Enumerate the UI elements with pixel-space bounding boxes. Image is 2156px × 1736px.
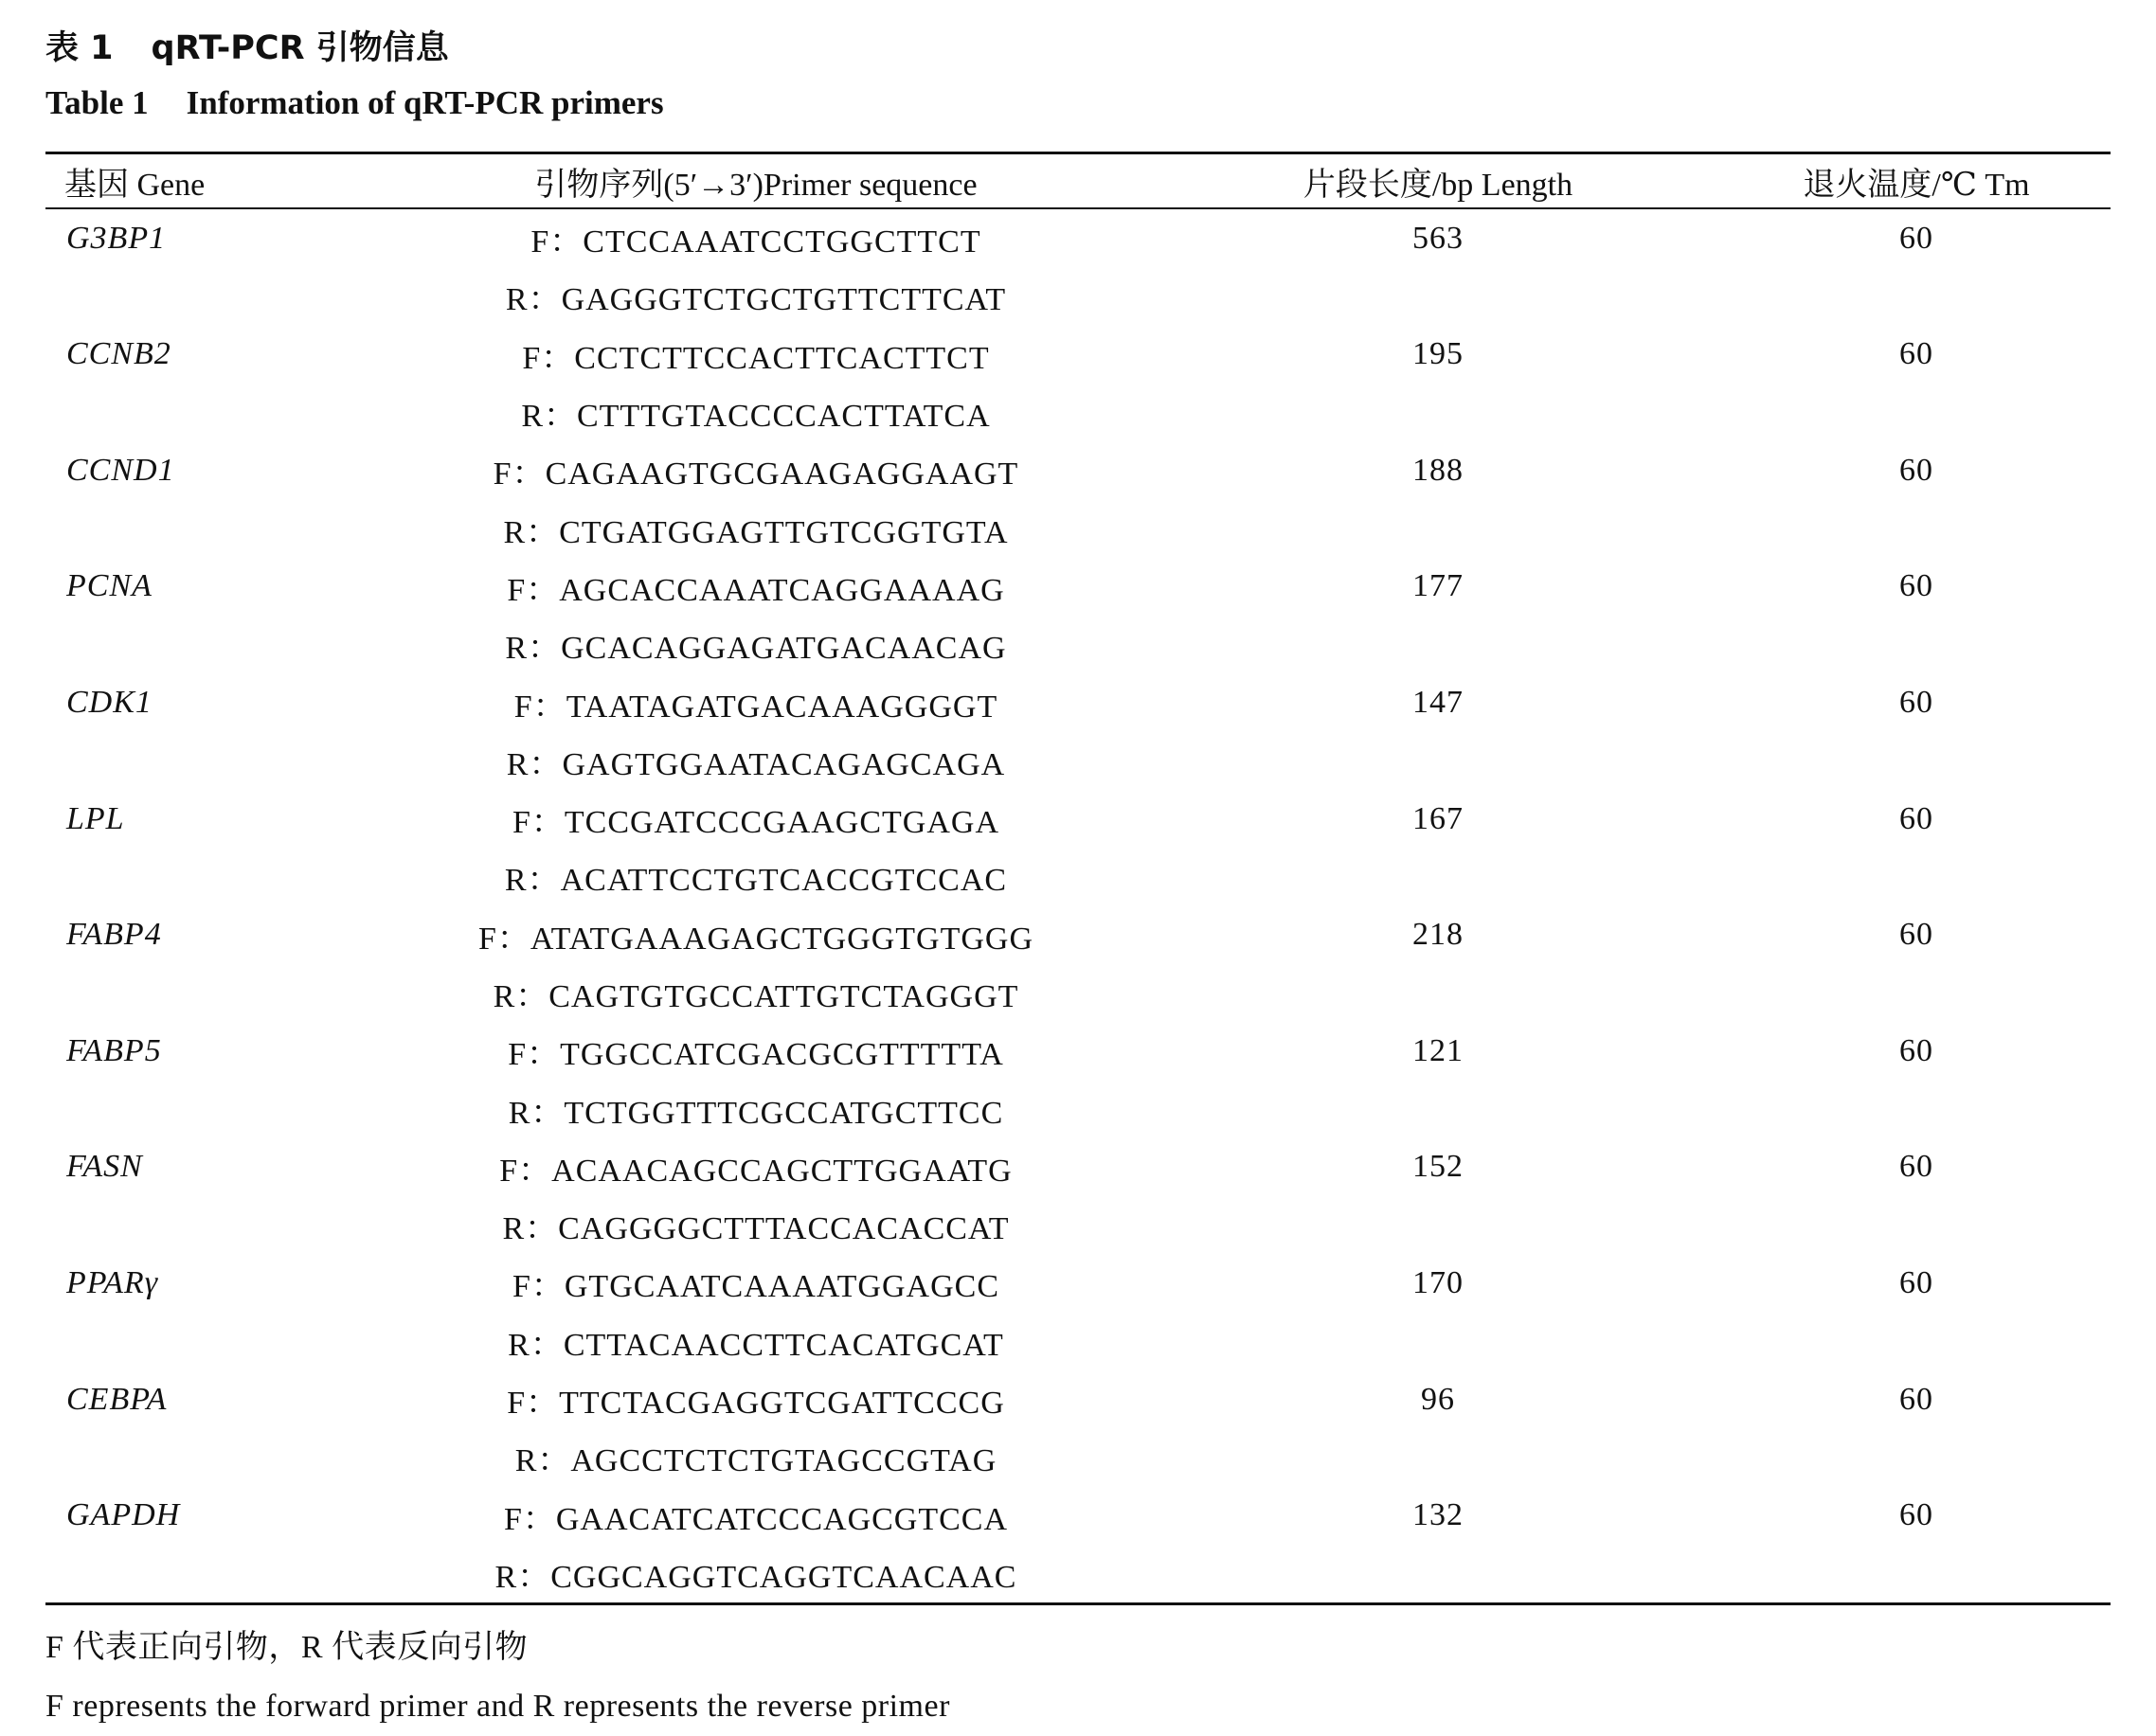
forward-primer-cell: F：TCCGATCCCGAAGCTGAGA [512, 805, 1000, 841]
table-title-en: Information of qRT-PCR primers [186, 84, 664, 121]
reverse-primer-cell: R：CTTTGTACCCCACTTATCA [521, 399, 991, 435]
empty-cell [1154, 499, 1722, 557]
gene-name-cell: PCNA [66, 568, 153, 604]
tm-cell: 60 [1899, 1149, 1933, 1185]
table-row [45, 616, 2111, 673]
note-english: F represents the forward primer and R represents the reverse primer [45, 1689, 950, 1725]
table-row [45, 964, 2111, 1022]
reverse-primer-cell: R：TCTGGTTTCGCCATGCTTCC [508, 1095, 1004, 1131]
table-row [45, 673, 2111, 731]
empty-cell [1722, 848, 2111, 905]
table-row [45, 441, 2111, 499]
table-number-cn: 表 1 [45, 29, 114, 67]
table-caption-english [45, 76, 2111, 131]
empty-cell [1722, 1545, 2111, 1604]
note-chinese: F 代表正向引物，R 代表反向引物 [45, 1630, 529, 1666]
empty-cell [1154, 1545, 1722, 1604]
empty-cell [45, 1080, 358, 1137]
empty-cell [45, 499, 358, 557]
tm-cell: 60 [1899, 336, 1933, 372]
header-primer-sequence: 引物序列(5′→3′)Primer sequence [358, 153, 1154, 209]
reverse-primer-cell: R：CGGCAGGTCAGGTCAACAAC [494, 1559, 1017, 1595]
empty-cell [1154, 848, 1722, 905]
forward-primer-cell: F：ACAACAGCCAGCTTGGAATG [499, 1153, 1013, 1189]
reverse-primer-cell: R：CTGATGGAGTTGTCGGTGTA [503, 514, 1009, 550]
tm-cell: 60 [1899, 1264, 1933, 1300]
empty-cell [45, 1428, 358, 1486]
length-cell: 132 [1412, 1497, 1464, 1533]
empty-cell [45, 384, 358, 441]
table-body [45, 208, 2111, 1604]
tm-cell: 60 [1899, 1381, 1933, 1417]
reverse-primer-cell: R：CAGGGGCTTTACCACACCAT [502, 1211, 1010, 1247]
empty-cell [45, 1196, 358, 1254]
empty-cell [45, 616, 358, 673]
reverse-primer-cell: R：GAGTGGAATACAGAGCAGA [506, 746, 1006, 782]
gene-name-cell: CEBPA [66, 1381, 168, 1417]
tm-cell: 60 [1899, 220, 1933, 256]
reverse-primer-cell: R：GCACAGGAGATGACAACAG [505, 631, 1007, 667]
forward-primer-cell: F：GTGCAATCAAAATGGAGCC [512, 1269, 1000, 1305]
reverse-primer-cell: R：GAGGGTCTGCTGTTCTTCAT [505, 282, 1007, 318]
table-row [45, 1370, 2111, 1428]
reverse-primer-cell: R：AGCCTCTCTGTAGCCGTAG [514, 1443, 997, 1479]
reverse-primer-cell: R：ACATTCCTGTCACCGTCCAC [504, 863, 1008, 899]
reverse-primer-cell: R：CAGTGTGCCATTGTCTAGGGT [493, 979, 1019, 1014]
empty-cell [1722, 499, 2111, 557]
gene-name-cell: FABP4 [66, 917, 162, 953]
length-cell: 96 [1421, 1381, 1455, 1417]
empty-cell [45, 1313, 358, 1370]
empty-cell [1154, 1196, 1722, 1254]
empty-cell [1722, 1428, 2111, 1486]
forward-primer-cell: F：TAATAGATGACAAAGGGGT [513, 689, 998, 725]
table-row [45, 558, 2111, 616]
table-row [45, 1138, 2111, 1196]
table-row [45, 326, 2111, 384]
empty-cell [1722, 1313, 2111, 1370]
empty-cell [1154, 1428, 1722, 1486]
gene-name-cell: CDK1 [66, 685, 153, 721]
table-notes [45, 1619, 2111, 1736]
gene-name-cell: FABP5 [66, 1032, 162, 1068]
table-row [45, 1545, 2111, 1604]
forward-primer-cell: F：CTCCAAATCCTGGCTTCT [530, 224, 981, 260]
empty-cell [1154, 616, 1722, 673]
empty-cell [1722, 267, 2111, 325]
tm-cell: 60 [1899, 1497, 1933, 1533]
table-row [45, 1254, 2111, 1312]
empty-cell [1154, 384, 1722, 441]
gene-name-cell: CCND1 [66, 452, 175, 488]
length-cell: 167 [1412, 800, 1464, 836]
table-row [45, 1313, 2111, 1370]
table-row [45, 1022, 2111, 1080]
gene-name-cell: CCNB2 [66, 336, 171, 372]
forward-primer-cell: F：AGCACCAAATCAGGAAAAG [507, 572, 1005, 608]
empty-cell [1154, 1313, 1722, 1370]
tm-cell: 60 [1899, 568, 1933, 604]
length-cell: 195 [1412, 336, 1464, 372]
table-row [45, 1080, 2111, 1137]
empty-cell [1722, 732, 2111, 790]
table-row [45, 1487, 2111, 1545]
length-cell: 218 [1412, 917, 1464, 953]
header-length: 片段长度/bp Length [1154, 153, 1722, 209]
gene-name-cell: PPARγ [66, 1264, 159, 1300]
table-row [45, 790, 2111, 848]
empty-cell [45, 732, 358, 790]
header-gene: 基因 Gene [45, 153, 358, 209]
table-row [45, 732, 2111, 790]
forward-primer-cell: F：TTCTACGAGGTCGATTCCCG [507, 1386, 1005, 1422]
empty-cell [1154, 267, 1722, 325]
reverse-primer-cell: R：CTTACAACCTTCACATGCAT [508, 1327, 1004, 1363]
table-title-cn: qRT-PCR 引物信息 [151, 29, 449, 67]
table-row [45, 267, 2111, 325]
table-row [45, 1428, 2111, 1486]
length-cell: 188 [1412, 452, 1464, 488]
forward-primer-cell: F：CCTCTTCCACTTCACTTCT [522, 340, 990, 376]
empty-cell [1154, 964, 1722, 1022]
table-header-row [45, 153, 2111, 209]
table-caption-chinese [45, 21, 2111, 76]
empty-cell [45, 964, 358, 1022]
empty-cell [45, 267, 358, 325]
forward-primer-cell: F：GAACATCATCCCAGCGTCCA [503, 1501, 1009, 1537]
empty-cell [45, 848, 358, 905]
empty-cell [1722, 1080, 2111, 1137]
primer-table [45, 152, 2111, 1605]
gene-name-cell: GAPDH [66, 1497, 181, 1533]
document-page [45, 21, 2111, 1736]
gene-name-cell: G3BP1 [66, 220, 167, 256]
empty-cell [45, 1545, 358, 1604]
length-cell: 170 [1412, 1264, 1464, 1300]
empty-cell [1722, 616, 2111, 673]
tm-cell: 60 [1899, 452, 1933, 488]
table-row [45, 848, 2111, 905]
gene-name-cell: LPL [66, 800, 125, 836]
empty-cell [1154, 732, 1722, 790]
empty-cell [1722, 384, 2111, 441]
tm-cell: 60 [1899, 800, 1933, 836]
table-row [45, 384, 2111, 441]
length-cell: 152 [1412, 1149, 1464, 1185]
tm-cell: 60 [1899, 917, 1933, 953]
forward-primer-cell: F：ATATGAAAGAGCTGGGTGTGGG [477, 921, 1034, 957]
table-number-en: Table 1 [45, 84, 149, 121]
length-cell: 563 [1412, 220, 1464, 256]
table-row [45, 906, 2111, 964]
length-cell: 147 [1412, 685, 1464, 721]
empty-cell [1154, 1080, 1722, 1137]
forward-primer-cell: F：CAGAAGTGCGAAGAGGAAGT [493, 456, 1019, 492]
forward-primer-cell: F：TGGCCATCGACGCGTTTTTA [508, 1037, 1004, 1073]
table-row [45, 499, 2111, 557]
header-annealing-temperature: 退火温度/℃ Tm [1722, 153, 2111, 209]
tm-cell: 60 [1899, 685, 1933, 721]
gene-name-cell: FASN [66, 1149, 143, 1185]
tm-cell: 60 [1899, 1032, 1933, 1068]
table-row [45, 208, 2111, 267]
empty-cell [1722, 1196, 2111, 1254]
table-row [45, 1196, 2111, 1254]
length-cell: 121 [1412, 1032, 1464, 1068]
length-cell: 177 [1412, 568, 1464, 604]
empty-cell [1722, 964, 2111, 1022]
